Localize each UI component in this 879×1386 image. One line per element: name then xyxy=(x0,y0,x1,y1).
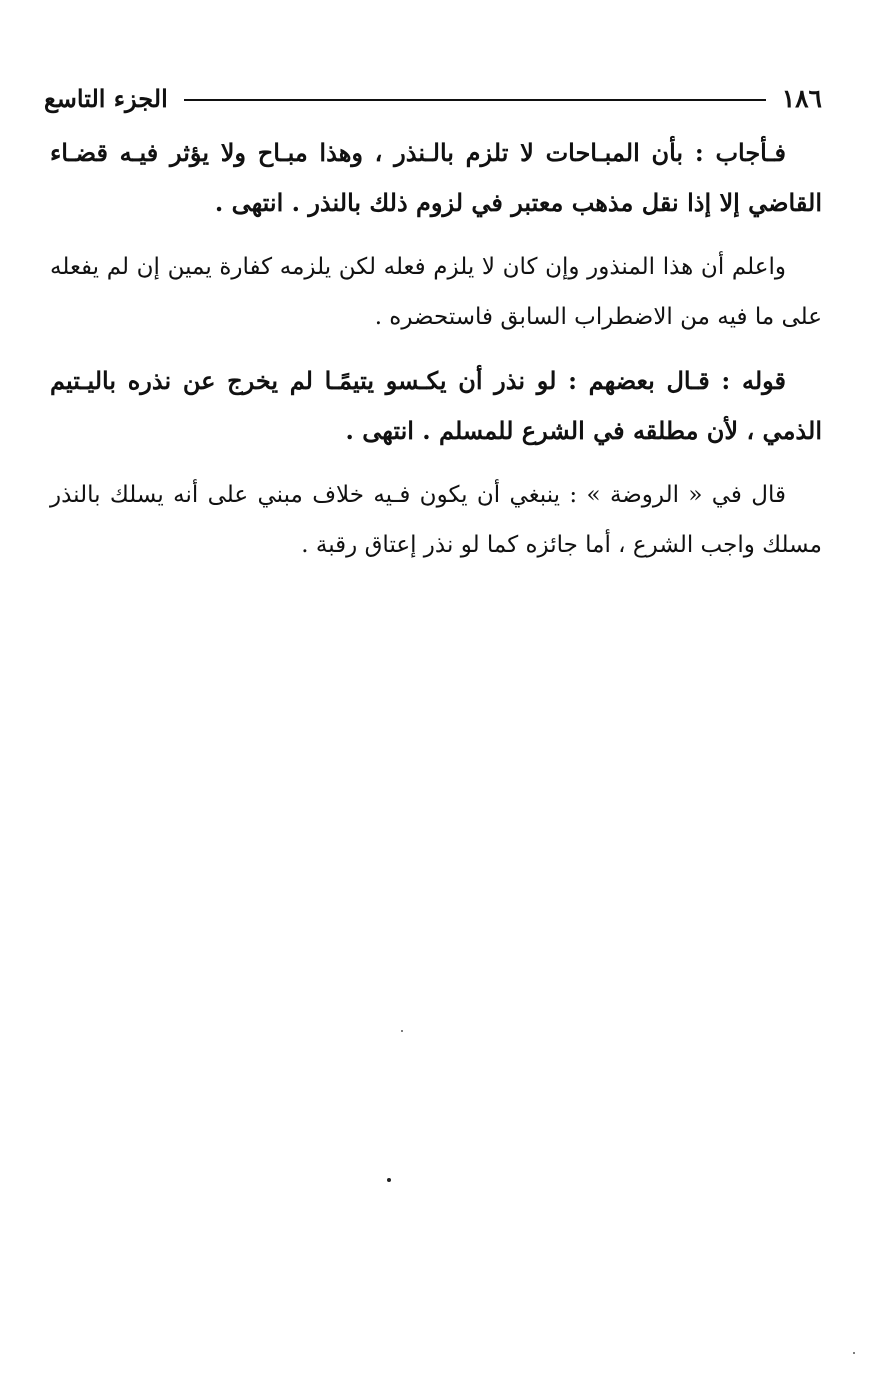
page-number: ١٨٦ xyxy=(781,83,822,113)
body-text xyxy=(50,128,822,570)
running-header xyxy=(44,78,822,118)
paragraph-note: واعلم أن هذا المنذور وإن كان لا يلزم فعله لكن يلزمه كفارة يمين إن لم يفعله على ما فيه من الاضطراب السابق فاستحضره . xyxy=(50,254,822,330)
paragraph-commentary: قال في « الروضة » : ينبغي أن يكون فـيه خلاف مبني على أنه يسلك بالنذر مسلك واجب الشرع ، أما جائزه كما لو نذر إعتاق رقبة . xyxy=(50,482,822,558)
chapter-title: الجزء التاسع xyxy=(44,83,168,113)
paragraph-quote: قوله : قـال بعضهم : لو نذر أن يكـسو يتيمًـا لم يخرج عن نذره باليـتيم الذمي ، لأن مطلقه في الشرع للمسلم . انتهى . xyxy=(50,366,822,445)
header-rule xyxy=(184,99,766,101)
scan-speck xyxy=(853,1352,855,1354)
paragraph-answer: فـأجاب : بأن المبـاحات لا تلزم بالـنذر ، وهذا مبـاح ولا يؤثر فيـه قضـاء القاضي إلا إذا نقل مذهب معتبر في لزوم ذلك بالنذر . انتهى . xyxy=(50,138,822,217)
scan-speck xyxy=(401,1030,403,1032)
scan-speck xyxy=(387,1178,391,1182)
